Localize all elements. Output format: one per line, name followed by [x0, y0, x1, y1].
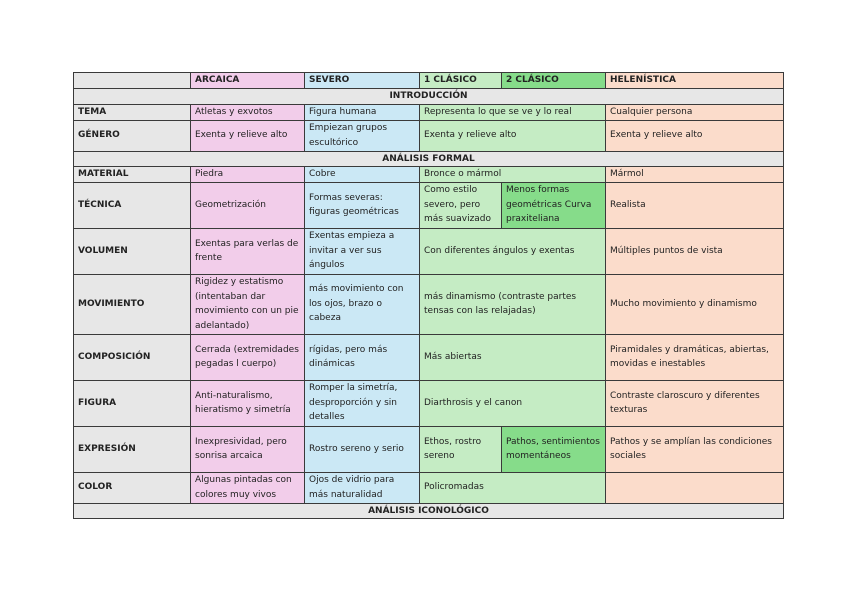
label-movimiento: MOVIMIENTO — [74, 274, 191, 334]
cell-tecnica-clasico1: Como estilo severo, pero más suavizado — [420, 182, 502, 228]
header-arcaica: ARCAICA — [191, 73, 305, 89]
cell-genero-clasico: Exenta y relieve alto — [420, 120, 606, 151]
header-severo: SEVERO — [305, 73, 420, 89]
label-composicion: COMPOSICIÓN — [74, 334, 191, 380]
cell-material-helenistica: Mármol — [606, 167, 784, 183]
header-clasico1: 1 CLÁSICO — [420, 73, 502, 89]
cell-volumen-arcaica: Exentas para verlas de frente — [191, 228, 305, 274]
cell-tema-severo: Figura humana — [305, 104, 420, 120]
cell-expresion-clasico1: Ethos, rostro sereno — [420, 426, 502, 472]
cell-movimiento-arcaica: Rigidez y estatismo (intentaban dar movimiento con un pie adelantado) — [191, 274, 305, 334]
header-row — [74, 73, 784, 89]
cell-genero-helenistica: Exenta y relieve alto — [606, 120, 784, 151]
cell-tema-arcaica: Atletas y exvotos — [191, 104, 305, 120]
header-blank — [74, 73, 191, 89]
cell-composicion-arcaica: Cerrada (extremidades pegadas l cuerpo) — [191, 334, 305, 380]
section-row-intro — [74, 89, 784, 105]
header-clasico2: 2 CLÁSICO — [502, 73, 606, 89]
cell-figura-arcaica: Anti-naturalismo, hieratismo y simetría — [191, 380, 305, 426]
section-row-icono — [74, 503, 784, 519]
cell-movimiento-severo: más movimiento con los ojos, brazo o cabeza — [305, 274, 420, 334]
cell-material-clasico: Bronce o mármol — [420, 167, 606, 183]
cell-tecnica-helenistica: Realista — [606, 182, 784, 228]
cell-movimiento-clasico: más dinamismo (contraste partes tensas con las relajadas) — [420, 274, 606, 334]
section-row-formal — [74, 151, 784, 167]
cell-tema-clasico: Representa lo que se ve y lo real — [420, 104, 606, 120]
label-material: MATERIAL — [74, 167, 191, 183]
cell-color-severo: Ojos de vidrio para más naturalidad — [305, 472, 420, 503]
label-figura: FIGURA — [74, 380, 191, 426]
cell-tema-helenistica: Cualquier persona — [606, 104, 784, 120]
cell-genero-severo: Empiezan grupos escultórico — [305, 120, 420, 151]
cell-figura-clasico: Diarthrosis y el canon — [420, 380, 606, 426]
label-volumen: VOLUMEN — [74, 228, 191, 274]
row-composicion — [74, 334, 784, 380]
cell-tecnica-severo: Formas severas: figuras geométricas — [305, 182, 420, 228]
cell-figura-severo: Romper la simetría, desproporción y sin detalles — [305, 380, 420, 426]
cell-material-arcaica: Piedra — [191, 167, 305, 183]
label-expresion: EXPRESIÓN — [74, 426, 191, 472]
row-expresion — [74, 426, 784, 472]
row-material — [74, 167, 784, 183]
cell-volumen-helenistica: Múltiples puntos de vista — [606, 228, 784, 274]
cell-color-arcaica: Algunas pintadas con colores muy vivos — [191, 472, 305, 503]
section-icono: ANÁLISIS ICONOLÓGICO — [74, 503, 784, 519]
section-formal: ANÁLISIS FORMAL — [74, 151, 784, 167]
cell-composicion-severo: rígidas, pero más dinámicas — [305, 334, 420, 380]
label-genero: GÉNERO — [74, 120, 191, 151]
cell-color-helenistica — [606, 472, 784, 503]
row-tecnica — [74, 182, 784, 228]
cell-expresion-arcaica: Inexpresividad, pero sonrisa arcaica — [191, 426, 305, 472]
header-helenistica: HELENÍSTICA — [606, 73, 784, 89]
comparison-table — [73, 72, 784, 519]
label-tecnica: TÉCNICA — [74, 182, 191, 228]
cell-figura-helenistica: Contraste claroscuro y diferentes texturas — [606, 380, 784, 426]
section-intro: INTRODUCCIÓN — [74, 89, 784, 105]
row-movimiento — [74, 274, 784, 334]
row-figura — [74, 380, 784, 426]
cell-material-severo: Cobre — [305, 167, 420, 183]
cell-tecnica-arcaica: Geometrización — [191, 182, 305, 228]
cell-expresion-clasico2: Pathos, sentimientos momentáneos — [502, 426, 606, 472]
cell-composicion-clasico: Más abiertas — [420, 334, 606, 380]
cell-composicion-helenistica: Piramidales y dramáticas, abiertas, movidas e inestables — [606, 334, 784, 380]
cell-expresion-helenistica: Pathos y se amplían las condiciones sociales — [606, 426, 784, 472]
row-genero — [74, 120, 784, 151]
cell-genero-arcaica: Exenta y relieve alto — [191, 120, 305, 151]
label-color: COLOR — [74, 472, 191, 503]
row-color — [74, 472, 784, 503]
cell-movimiento-helenistica: Mucho movimiento y dinamismo — [606, 274, 784, 334]
row-volumen — [74, 228, 784, 274]
cell-color-clasico: Policromadas — [420, 472, 606, 503]
cell-volumen-severo: Exentas empieza a invitar a ver sus ángulos — [305, 228, 420, 274]
cell-tecnica-clasico2: Menos formas geométricas Curva praxiteliana — [502, 182, 606, 228]
cell-volumen-clasico: Con diferentes ángulos y exentas — [420, 228, 606, 274]
label-tema: TEMA — [74, 104, 191, 120]
cell-expresion-severo: Rostro sereno y serio — [305, 426, 420, 472]
row-tema — [74, 104, 784, 120]
